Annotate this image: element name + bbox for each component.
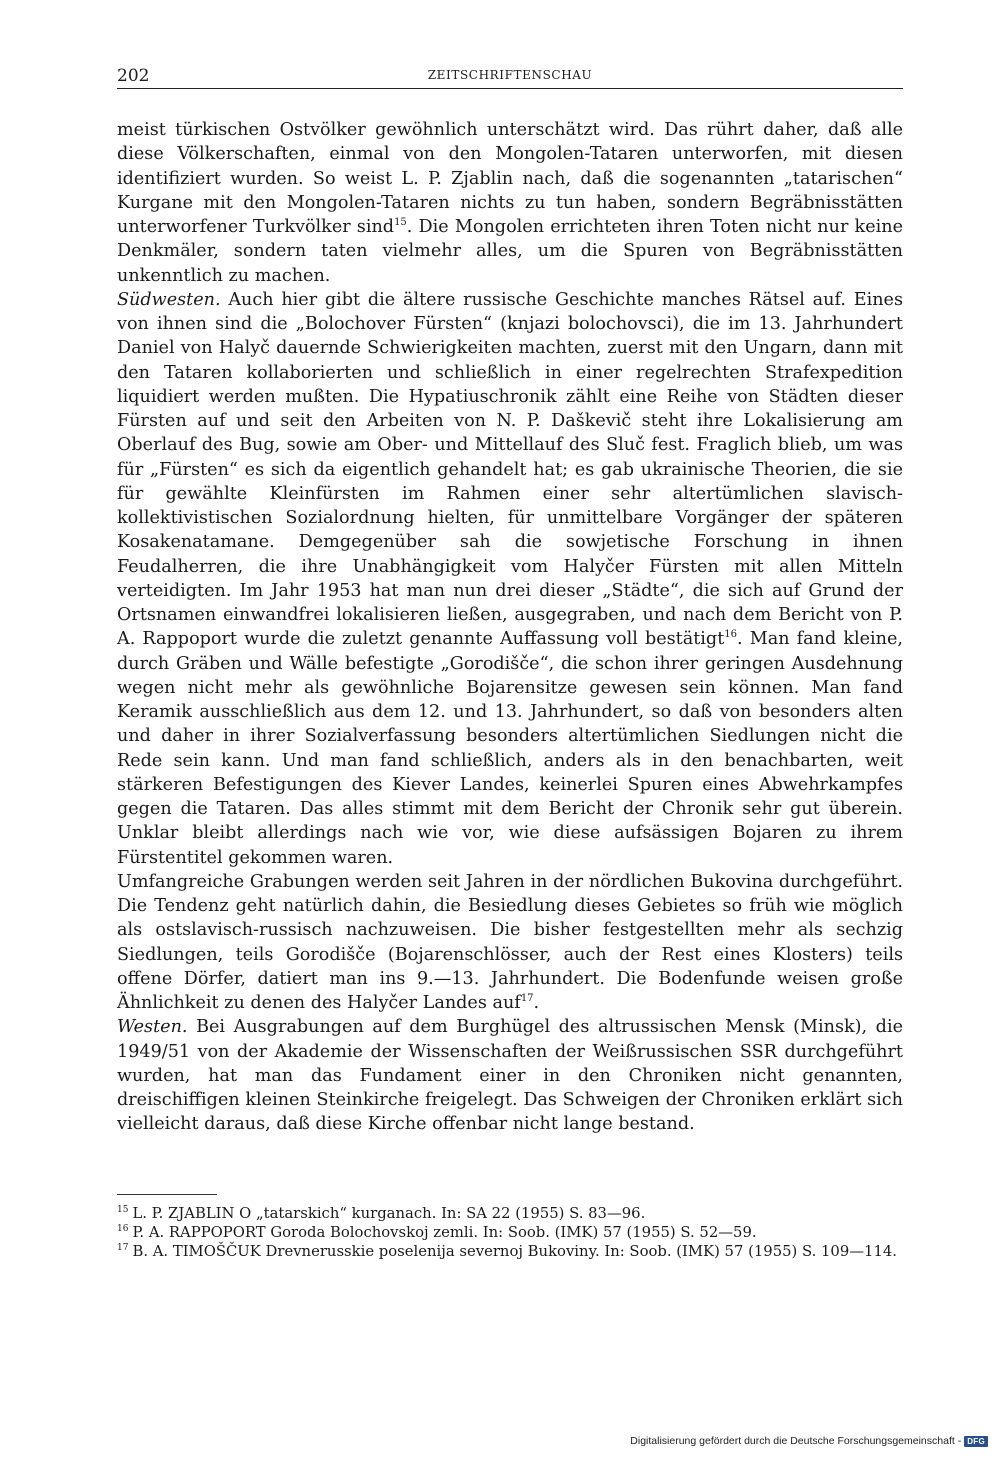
page-number: 202 xyxy=(117,66,150,86)
paragraph-2-text-a: Auch hier gibt die ältere russische Geschichte manches Rätsel auf. Eines von ihnen sind die „Bolochover Fürsten“ (knjazi bolochovsci), die im 13. Jahrhundert Daniel von Halyč dauernde Schwierigkeiten machten, zuerst mit den Ungarn, dann mit den Tataren kollaborierten und schließlich in einer regelrechten Strafexpedition liquidiert werden mußten. Die Hypatiuschronik zählt eine Reihe von Städten dieser Fürsten auf und seit den Arbeiten von N. P. Daškevič steht ihre Lokalisierung am Oberlauf des Bug, sowie am Ober- und Mittellauf des Sluč fest. Fraglich blieb, um was für „Fürsten“ es sich da eigentlich gehandelt hat; es gab ukrainische Theorien, die sie für gewählte Kleinfürsten im Rahmen einer sehr altertümlichen slavisch-kollektivistischen Sozialordnung hielten, für unmittelbare Vorgänger der späteren Kosakenatamane. Demgegenüber sah die sowjetische Forschung in ihnen Feudalherren, die ihre Unabhängigkeit vom Halyčer Fürsten mit allen Mitteln verteidigten. Im Jahr 1953 hat man nun drei dieser „Städte“, die sich auf Grund der Ortsnamen einwandfrei lokalisieren ließen, ausgegraben, und nach dem Bericht von P. A. Rappoport wurde die zuletzt genannte Auffassung voll bestätigt xyxy=(117,289,903,650)
paragraph-1-text-a: meist türkischen Ostvölker gewöhnlich unterschätzt wird. Das rührt daher, daß alle diese Völkerschaften, einmal von den Mongolen-Tataren unterworfen, mit diesen identifiziert wurden. So weist L. P. Zjablin nach, daß die sogenannten „tatarischen“ Kurgane mit den Mongolen-Tataren nichts zu tun haben, sondern Begräbnisstätten unterworfener Turkvölker sind xyxy=(117,120,903,237)
footnote-ref-17: 17 xyxy=(520,993,534,1005)
footnote-text: P. A. RAPPOPORT Goroda Bolochovskoj zemli. In: Soob. (IMK) 57 (1955) S. 52—59. xyxy=(132,1224,757,1241)
running-head: ZEITSCHRIFTENSCHAU xyxy=(427,68,593,82)
digitization-credit xyxy=(630,1435,988,1447)
paragraph-4 xyxy=(117,1015,903,1136)
footnote-15 xyxy=(117,1204,903,1223)
footnote-text: L. P. ZJABLIN O „tatarskich“ kurganach. In: SA 22 (1955) S. 83—96. xyxy=(132,1205,646,1222)
section-lead-suedwesten: Südwesten. xyxy=(117,289,221,310)
page-header xyxy=(117,66,903,89)
body-text xyxy=(117,118,903,1137)
paragraph-1-text-b: . Die Mongolen errichteten ihren Toten nicht nur keine Denkmäler, sondern taten vielmehr alles, um die Spuren von Begräbnisstätten unkenntlich zu machen. xyxy=(117,217,903,286)
paragraph-3-text-a: Umfangreiche Grabungen werden seit Jahren in der nördlichen Bukovina durchgeführt. Die Tendenz geht natürlich dahin, die Besiedlung dieses Gebietes so früh wie möglich als ostslavisch-russisch nachzuweisen. Die bisher festgestellten mehr als sechzig Siedlungen, teils Gorodišče (Bojarenschlösser, auch der Rest eines Klosters) teils offene Dörfer, datiert man ins 9.—13. Jahrhundert. Die Bodenfunde weisen große Ähnlichkeit zu denen des Halyčer Landes auf xyxy=(117,871,903,1013)
credit-text: Digitalisierung gefördert durch die Deutsche Forschungsgemeinschaft - xyxy=(630,1435,962,1447)
paragraph-3-text-b: . xyxy=(533,993,540,1013)
footnote-number: 15 xyxy=(117,1205,129,1216)
paragraph-2 xyxy=(117,288,903,870)
footnote-17 xyxy=(117,1242,903,1261)
footnote-number: 17 xyxy=(117,1243,129,1254)
footnote-text: B. A. TIMOŠČUK Drevnerusskie poselenija severnoj Bukoviny. In: Soob. (IMK) 57 (1955) S. 109—114. xyxy=(132,1243,897,1260)
footnotes xyxy=(117,1204,903,1261)
footnote-number: 16 xyxy=(117,1224,129,1235)
footnote-divider xyxy=(117,1194,217,1195)
paragraph-1 xyxy=(117,118,903,288)
paragraph-3 xyxy=(117,870,903,1016)
footnote-ref-16: 16 xyxy=(724,629,737,641)
section-lead-westen: Westen. xyxy=(117,1017,188,1038)
paragraph-4-text: Bei Ausgrabungen auf dem Burghügel des altrussischen Mensk (Minsk), die 1949/51 von der Akademie der Wissenschaften der Weißrussischen SSR durchgeführt wurden, hat man das Fundament einer in den Chroniken nicht genannten, dreischiffigen kleinen Steinkirche freigelegt. Das Schweigen der Chroniken erklärt sich vielleicht daraus, daß diese Kirche offenbar nicht lange bestand. xyxy=(117,1017,903,1135)
footnote-ref-15: 15 xyxy=(394,217,407,229)
dfg-logo-icon: DFG xyxy=(964,1436,988,1447)
paragraph-2-text-b: . Man fand kleine, durch Gräben und Wälle befestigte „Gorodišče“, die schon ihrer geringen Ausdehnung wegen nicht mehr als gewöhnliche Bojarensitze gewesen sein können. Man fand Keramik ausschließlich aus dem 12. und 13. Jahrhundert, so daß von besonders alten und daher in ihrer Sozialverfassung besonders altertümlichen Siedlungen nicht die Rede sein kann. Und man fand schließlich, anders als in den benachbarten, weit stärkeren Befestigungen des Kiever Landes, keinerlei Spuren eines Abwehrkampfes gegen die Tataren. Das alles stimmt mit dem Bericht der Chronik sehr gut überein. Unklar bleibt allerdings nach wie vor, wie diese aufsässigen Bojaren zu ihrem Fürstentitel gekommen waren. xyxy=(117,629,903,868)
footnote-16 xyxy=(117,1223,903,1242)
